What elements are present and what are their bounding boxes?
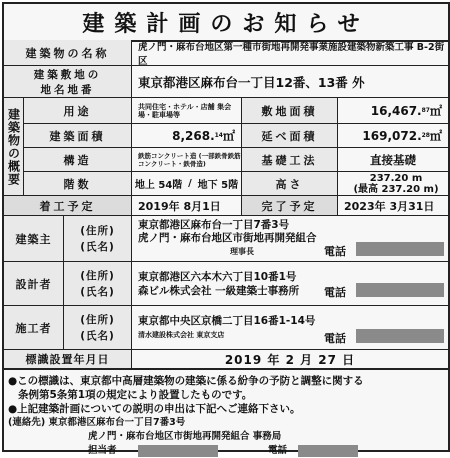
note-line-4: (連絡先) 東京都港区麻布台一丁目7番3号 xyxy=(8,417,186,428)
owner-name-label: (氏名) xyxy=(80,240,115,253)
owner-tel-label: 電話 xyxy=(324,245,346,258)
notice-notes xyxy=(8,374,444,458)
label-end: 完了予定 xyxy=(242,196,338,215)
row-use xyxy=(24,98,448,124)
label-outline xyxy=(4,98,24,196)
designer-tel-label: 電話 xyxy=(324,286,346,299)
designer-name: 森ビル株式会社 一級建築士事務所 xyxy=(138,284,300,297)
contractor-addr: 東京都中央区京橋二丁目16番1-14号 xyxy=(138,314,316,327)
label-structure: 構造 xyxy=(24,148,132,171)
owner-addr: 東京都港区麻布台一丁目7番3号 xyxy=(138,219,290,231)
contractor-name-label: (氏名) xyxy=(80,329,115,342)
owner-addr-label: (住所) xyxy=(80,224,115,237)
site-area-unit: ㎡ xyxy=(429,104,442,118)
label-foundation: 基礎工法 xyxy=(242,148,338,171)
owner-redaction xyxy=(356,242,444,256)
row-building-name xyxy=(4,40,448,66)
notice-title: 建築計画のお知らせ xyxy=(4,4,448,42)
value-site-area xyxy=(338,98,448,123)
floors-above: 地上 54階 xyxy=(134,180,183,191)
row-site xyxy=(4,66,448,98)
label-owner-fields xyxy=(64,216,132,261)
label-outline-text: 建築物の概要 xyxy=(6,107,21,186)
note-line-2: 条例第5条第1項の規定により設置したものです。 xyxy=(18,389,253,401)
height-value: 237.20 m xyxy=(369,172,423,184)
note-tel-label: 電話 xyxy=(268,445,288,456)
row-schedule xyxy=(4,196,448,216)
contractor-addr-label: (住所) xyxy=(80,313,115,326)
height-max: (最高 237.20 m) xyxy=(353,183,439,195)
label-site-line2: 地名地番 xyxy=(40,83,95,96)
row-floors xyxy=(24,172,448,196)
label-posted-date: 標識設置年月日 xyxy=(4,350,132,368)
contractor-tel-label: 電話 xyxy=(324,332,346,345)
owner-name: 虎ノ門・麻布台地区市街地再開発組合 xyxy=(138,232,317,244)
contractor-name: 清水建設株式会社 東京支店 xyxy=(138,330,225,339)
designer-redaction xyxy=(356,283,444,297)
row-owner xyxy=(4,216,448,262)
value-floor-area xyxy=(338,124,448,147)
label-start: 着工予定 xyxy=(4,196,132,215)
value-end: 2023年 3月31日 xyxy=(344,199,435,213)
site-area-dec: 87 xyxy=(421,107,430,114)
value-building-name: 虎ノ門・麻布台地区第一種市街地再開発事業施設建築物新築工事 B-2街区 xyxy=(138,41,445,67)
floors-slash: / xyxy=(188,178,192,189)
label-site-area: 敷地面積 xyxy=(242,98,338,123)
row-designer xyxy=(4,262,448,306)
note-line-1: ●この標識は、東京都中高層建築物の建築に係る紛争の予防と調整に関する xyxy=(8,375,364,387)
note-contact-line xyxy=(8,444,444,458)
designer-name-label: (氏名) xyxy=(80,285,115,298)
label-designer: 設計者 xyxy=(4,262,64,305)
designer-addr-label: (住所) xyxy=(80,269,115,282)
building-area-unit: ㎡ xyxy=(222,129,235,143)
label-height: 高さ xyxy=(242,172,338,195)
row-contractor xyxy=(4,306,448,350)
label-site xyxy=(4,66,132,97)
label-contractor-fields xyxy=(64,306,132,349)
label-site-line1: 建築敷地の xyxy=(33,68,102,81)
building-area-int: 8,268. xyxy=(172,128,215,143)
row-building-area xyxy=(24,124,448,148)
row-posted-date xyxy=(4,350,448,370)
value-start: 2019年 8月1日 xyxy=(132,196,242,215)
note-line-3: ●上記建築計画についての説明の申出は下記へご連絡下さい。 xyxy=(8,403,301,415)
floors-below: 地下 5階 xyxy=(197,180,239,191)
value-structure: 鉄筋コンクリート造 (一部鉄骨鉄筋コンクリート・鉄骨造) xyxy=(132,148,242,171)
row-structure xyxy=(24,148,448,172)
notice-sign xyxy=(2,2,450,456)
value-building-area xyxy=(132,124,242,147)
label-building-area: 建築面積 xyxy=(24,124,132,147)
label-floor-area: 延べ面積 xyxy=(242,124,338,147)
note-person-label: 担当者 xyxy=(88,445,117,456)
value-foundation: 直接基礎 xyxy=(370,152,416,167)
value-site: 東京都港区麻布台一丁目12番、13番 外 xyxy=(138,74,365,90)
floor-area-dec: 28 xyxy=(421,132,430,139)
label-use: 用途 xyxy=(24,98,132,123)
label-floors: 階数 xyxy=(24,172,132,195)
label-owner: 建築主 xyxy=(4,216,64,261)
owner-role: 理事長 xyxy=(230,247,254,256)
note-line-5: 虎ノ門・麻布台地区市街地再開発組合 事務局 xyxy=(88,431,282,442)
value-use: 共同住宅・ホテル・店舗 集会場・駐車場等 xyxy=(132,98,242,123)
contractor-redaction xyxy=(356,329,444,343)
label-building-name: 建築物の名称 xyxy=(4,40,132,65)
label-contractor: 施工者 xyxy=(4,306,64,349)
value-posted-date: 2019 年 2 月 27 日 xyxy=(224,352,356,367)
floor-area-unit: ㎡ xyxy=(429,129,442,143)
label-designer-fields xyxy=(64,262,132,305)
building-area-dec: 14 xyxy=(214,132,223,139)
designer-addr: 東京都港区六本木六丁目10番1号 xyxy=(138,270,297,283)
value-height xyxy=(338,172,448,195)
site-area-int: 16,467. xyxy=(370,103,422,118)
note-person-redaction xyxy=(138,445,218,457)
note-tel-redaction xyxy=(298,445,358,457)
value-floors xyxy=(132,172,242,195)
floor-area-int: 169,072. xyxy=(362,128,422,143)
